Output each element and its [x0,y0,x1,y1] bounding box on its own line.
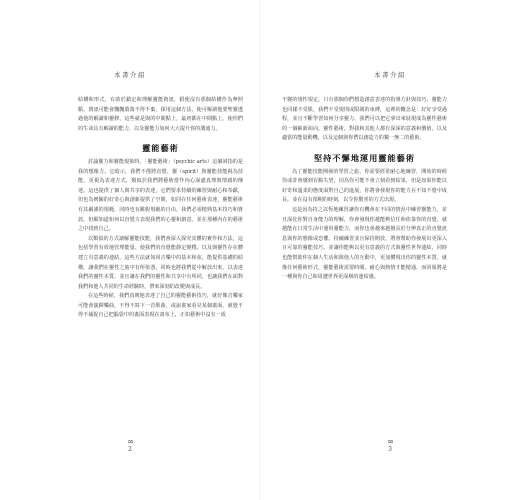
page-number-right: 3 [388,446,392,453]
infinity-ornament-icon: ∞ [127,437,133,446]
left-paragraph-1: 結構和形式，有助於鎖定和理解靈能資訊，假使沒有那個結構作為參照點，資訊可能會飄飄蕩蕩不得不棄，探用這個方法，使可解讀他要聖靈透過他的解讀和靈修，這些就是與的中間點上，最初都在中間點上，使你們的生命具有解讀的能力，以及靈能力如何大大提升你的溝通力。 [78,97,243,132]
left-paragraph-3: 以類似的方式讀解靈能技能，我們會深入探究其體的實作和方法，這包括學習有效地管理能量、使我們的直覺能靜定變穩，以及與靈性存在體建立有意義的連結。這些方法就如同音樂中的基本和弦，能提供基礎的結構，讓我們在靈性之旅中有所依憑，同時也將我們從中解放出來，以表達我們的靈性本質，並且讓在我們的靈性和共享中有所同，也讓我們在面對我們和他人共同的生命經驗時，帶來深刻的改變與成長。 [78,235,243,290]
right-page [260,0,520,500]
left-folio [0,438,260,453]
running-head-left: 本書介紹 [114,71,146,79]
infinity-ornament-icon: ∞ [387,437,393,446]
right-section-heading: 堅持不懈地運用靈能藝術 [313,152,416,163]
running-head-right: 本書介紹 [374,71,406,79]
left-paragraph-2: 討論靈力和靈能現象時，「靈能藝術」（psychic arts）這個詞指的是我的想像力、它暗示，我們不僅將直覺、靈（spirit）與靈能技能視為技能，更視為表達方式，類似於我們將藝術當作內心深處真理與情感的傳達。這也提供了個人與共享的表達，它們要求持續的練習與耐心和奉獻，但也為實驗的好奇心與創新提供了空間，如同在任何藝術表達，靈能藝術有其嚴謹的規範，同時也有跳脫規範的自由，我們必須精熟基本技巧和資訊，但願知道如何以直覺力表現我們的心靈和創意。並在那種內在的藝術之中找到自己。 [78,158,243,233]
right-folio [260,438,520,453]
left-paragraph-4: 在這些時候，我們真實地表達了自己的靈能藝術技巧，就好像音樂家可能會演繹樂曲，不得不寫下一首歌曲，或說畫家看見某個畫面，就覺不得不捕捉自己把腦袋中的畫面表現在畫布上，正如藝術中沒有一成 [78,293,243,319]
left-section-heading: 靈能藝術 [142,143,179,154]
left-body-text [78,96,243,321]
page-number-left: 2 [128,446,132,453]
right-paragraph-1: 不變的規性規定，只有那個你們想造創意表達的指導方針與技巧，靈能力也同樣不受限，我們不受規則或限制的束縛，這裡的概念是：好好享受過程，並且不斷學習如何分享靈力。我們可以把它拿出來展現成為靈性藝術的一個嶄新面向，靈性藝術，對我和其他人都有深深的意義和價值，以及適當的能量動機，以及這個與你們以創造力的獨一無二的藝術。 [282,97,447,142]
right-paragraph-3: 這是因為持之以恆地練習讓你有機會在不同的情況中練習靈能力，並且深化你對自身能力的理解，你會發現你越能夠信任和依靠你的直覺，就越能在日常生活中運用靈能力，而你也會越來越擅長於分辨真正的直覺訊息與你的想像或恐懼。持續練習並且保持開放，將會幫助你發展出更深入且可靠的靈能技巧，並讓你能夠以更有意義的方式與靈性世界連結，同時也能幫助你在個人生活和與他人的互動中，更加體現出你的靈性本質。就像任何藝術形式，靈能藝術需要時間、耐心與熱情才能精通，而回報將是一種與你自己和周遭世界更深層的連結感。 [282,206,447,281]
right-paragraph-2: 為了靈能技能開發的學習之旅，你需要經常耐心地練習，開始的時候你或許會感到有點失望，因為你可能不會立刻看到結果，但是如果你能以好奇和溫柔的態度面對自己的進展，你將會發現你的能力在不知不覺中成長，並在沒有預期的時刻，以令你驚喜的方式出現。 [282,168,447,204]
right-body-text [282,96,447,283]
